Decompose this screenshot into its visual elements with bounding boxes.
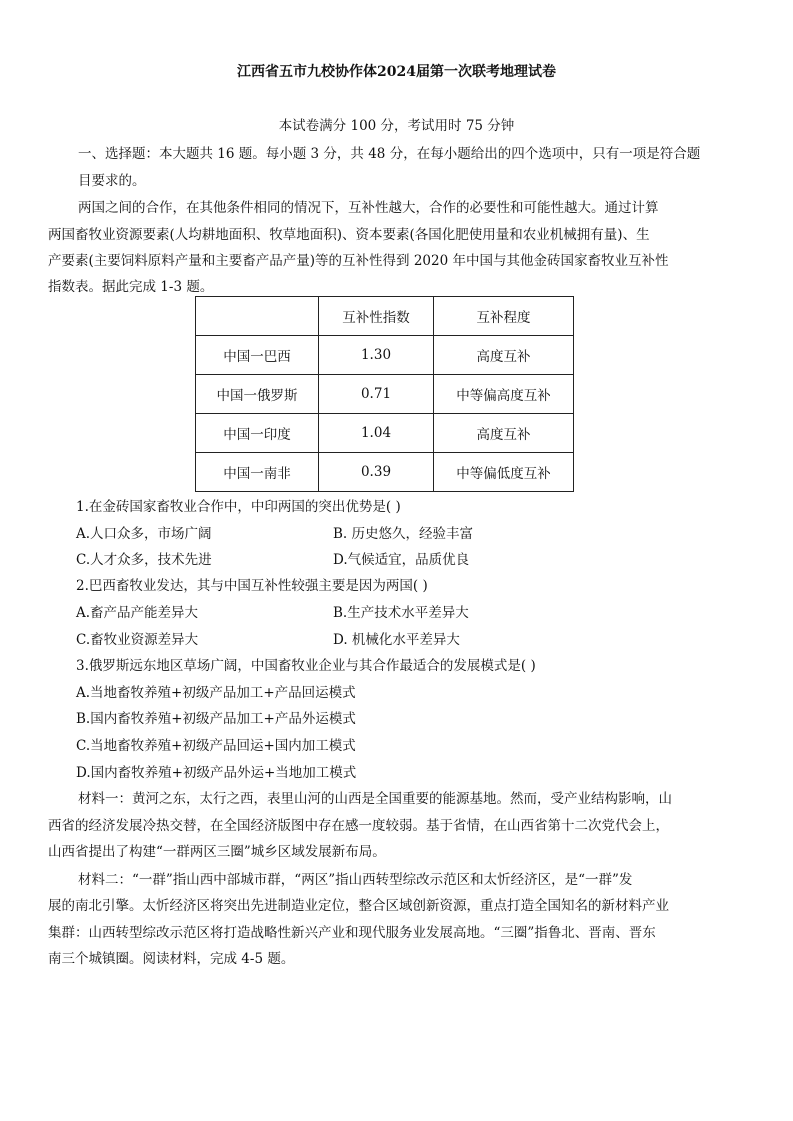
table-cell: 中国一俄罗斯 bbox=[196, 375, 319, 414]
material-1-line: 西省的经济发展冷热交替，在全国经济版图中存在感一度较弱。基于省情，在山西省第十二次党代会上， bbox=[48, 818, 669, 834]
table-row bbox=[196, 453, 574, 492]
question-2-stem: 2.巴西畜牧业发达，其与中国互补性较强主要是因为两国( ) bbox=[76, 578, 428, 594]
material-2-line: 展的南北引擎。太忻经济区将突出先进制造业定位，整合区域创新资源，重点打造全国知名的新材料产业 bbox=[48, 898, 669, 914]
question-2-option-c: C.畜牧业资源差异大 bbox=[76, 632, 199, 648]
table-row bbox=[196, 336, 574, 375]
table-cell: 中国一南非 bbox=[196, 453, 319, 492]
question-3-option-c: C.当地畜牧养殖+初级产品回运+国内加工模式 bbox=[76, 738, 356, 754]
material-2-line: 材料二：“一群”指山西中部城市群，“两区”指山西转型综改示范区和太忻经济区，是“一群”发 bbox=[78, 872, 633, 888]
question-3-option-d: D.国内畜牧养殖+初级产品外运+当地加工模式 bbox=[76, 765, 357, 781]
header-cell: 互补性指数 bbox=[319, 297, 434, 336]
table-cell: 中等偏低度互补 bbox=[434, 453, 574, 492]
intro-line: 两国之间的合作，在其他条件相同的情况下，互补性越大，合作的必要性和可能性越大。通过计算 bbox=[78, 200, 659, 216]
table-header-row bbox=[196, 297, 574, 336]
question-1-option-c: C.人才众多，技术先进 bbox=[76, 552, 212, 568]
table-cell: 中等偏高度互补 bbox=[434, 375, 574, 414]
table-row bbox=[196, 414, 574, 453]
question-1-stem: 1.在金砖国家畜牧业合作中，中印两国的突出优势是( ) bbox=[76, 499, 401, 515]
complementarity-table bbox=[195, 296, 574, 492]
intro-line: 产要素(主要饲料原料产量和主要畜产品产量)等的互补性得到 2020 年中国与其他金砖国家畜牧业互补性 bbox=[48, 253, 669, 269]
intro-line: 两国畜牧业资源要素(人均耕地面积、牧草地面积)、资本要素(各国化肥使用量和农业机械拥有量)、生 bbox=[48, 227, 650, 243]
material-2-line: 南三个城镇圈。阅读材料，完成 4-5 题。 bbox=[48, 951, 295, 967]
table-cell: 中国一印度 bbox=[196, 414, 319, 453]
table-cell: 高度互补 bbox=[434, 336, 574, 375]
question-3-stem: 3.俄罗斯远东地区草场广阔，中国畜牧业企业与其合作最适合的发展模式是( ) bbox=[76, 658, 536, 674]
table-cell: 中国一巴西 bbox=[196, 336, 319, 375]
table-cell: 0.39 bbox=[319, 453, 434, 492]
question-1-option-b: B. 历史悠久，经验丰富 bbox=[333, 526, 474, 542]
header-cell bbox=[196, 297, 319, 336]
exam-info: 本试卷满分 100 分，考试用时 75 分钟 bbox=[278, 118, 515, 134]
question-2-option-a: A.畜产品产能差异大 bbox=[76, 605, 199, 621]
table-cell: 0.71 bbox=[319, 375, 434, 414]
material-1-line: 山西省提出了构建“一群两区三圈”城乡区域发展新布局。 bbox=[48, 844, 386, 860]
table-cell: 1.04 bbox=[319, 414, 434, 453]
question-2-option-d: D. 机械化水平差异大 bbox=[333, 632, 460, 648]
section-heading: 一、选择题：本大题共 16 题。每小题 3 分，共 48 分，在每小题给出的四个选项中，只有一项是符合题 bbox=[78, 146, 701, 162]
header-cell: 互补程度 bbox=[434, 297, 574, 336]
page-title: 江西省五市九校协作体2024届第一次联考地理试卷 bbox=[237, 64, 556, 80]
material-2-line: 集群：山西转型综改示范区将打造战略性新兴产业和现代服务业发展高地。“三圈”指鲁北、晋南、晋东 bbox=[48, 925, 656, 941]
section-heading-cont: 目要求的。 bbox=[78, 173, 146, 189]
question-3-option-b: B.国内畜牧养殖+初级产品加工+产品外运模式 bbox=[76, 711, 356, 727]
question-1-option-d: D.气候适宜，品质优良 bbox=[333, 552, 470, 568]
table-cell: 1.30 bbox=[319, 336, 434, 375]
table-cell: 高度互补 bbox=[434, 414, 574, 453]
material-1-line: 材料一：黄河之东，太行之西，表里山河的山西是全国重要的能源基地。然而，受产业结构影响，山 bbox=[78, 791, 672, 807]
table-row bbox=[196, 375, 574, 414]
question-3-option-a: A.当地畜牧养殖+初级产品加工+产品回运模式 bbox=[76, 685, 356, 701]
question-1-option-a: A.人口众多，市场广阔 bbox=[76, 526, 212, 542]
intro-line: 指数表。据此完成 1-3 题。 bbox=[48, 279, 214, 295]
question-2-option-b: B.生产技术水平差异大 bbox=[333, 605, 469, 621]
